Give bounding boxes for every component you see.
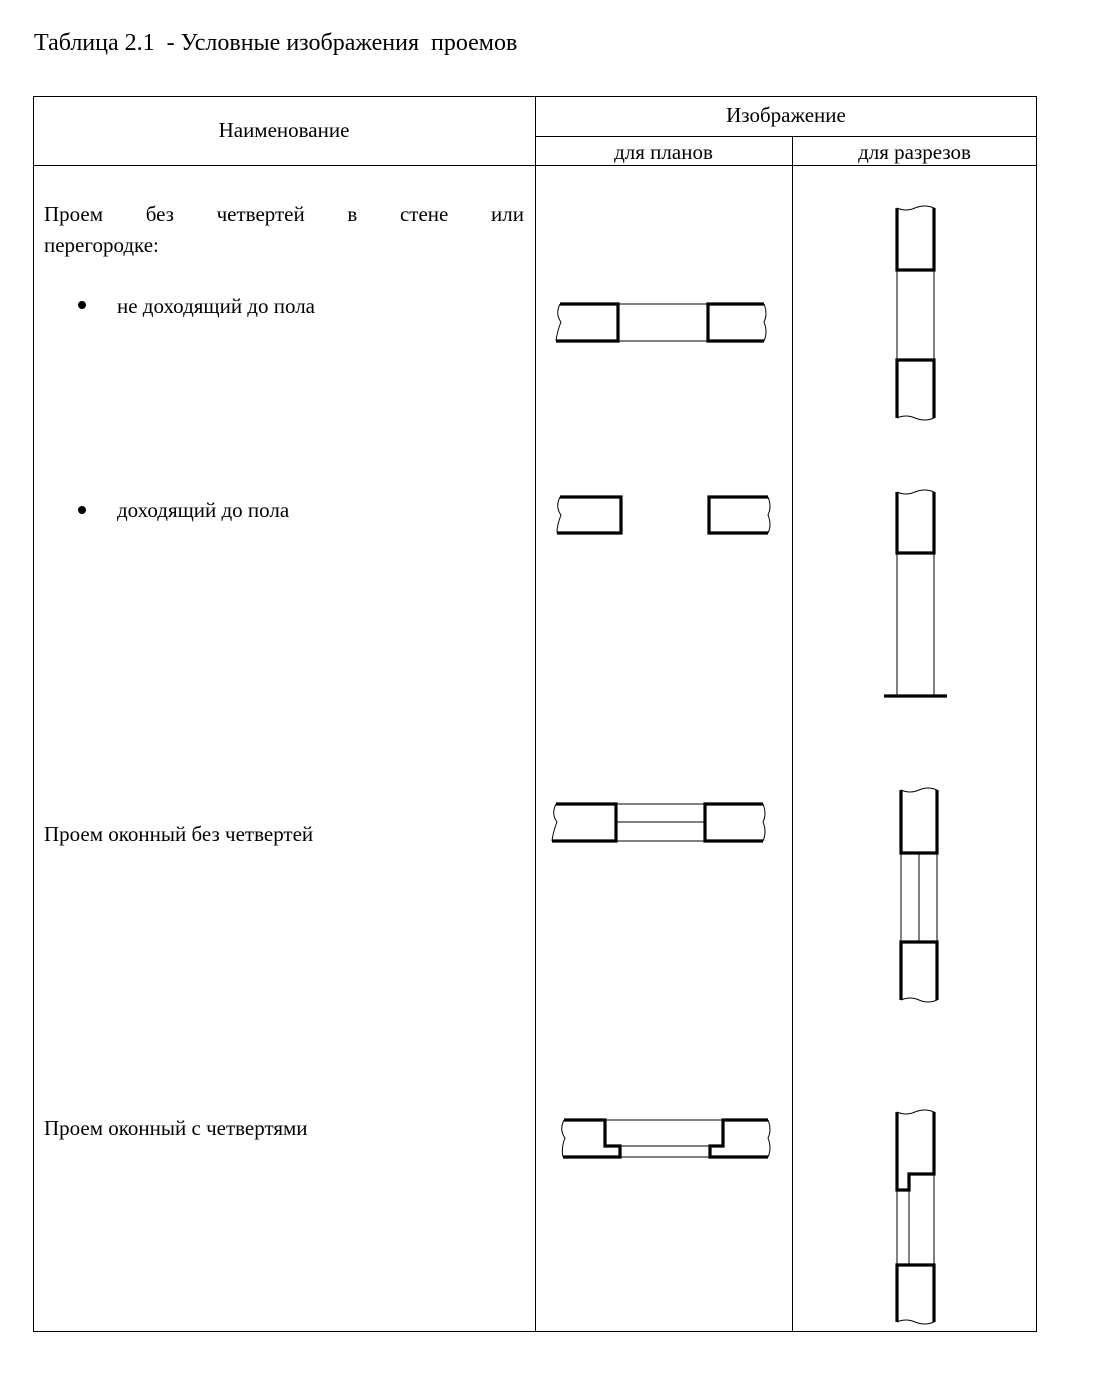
plan-window-no-quarters (552, 804, 765, 841)
row1-word: четвертей (216, 202, 305, 226)
row1-word: стене (399, 202, 449, 226)
section-opening-not-to-floor (897, 206, 934, 420)
header-name: Наименование (218, 118, 350, 142)
row3-title: Проем оконный с четвертями (44, 1116, 308, 1140)
header-for-plans: для планов (614, 140, 713, 164)
table-caption: Таблица 2.1 - Условные изображения проемов (34, 30, 518, 56)
plan-opening-not-to-floor (556, 304, 766, 341)
row1-word: или (490, 202, 524, 226)
bullet-to-floor: доходящий до пола (117, 498, 290, 522)
plan-opening-to-floor (557, 497, 770, 533)
section-window-no-quarters (901, 788, 937, 1002)
plan-window-with-quarters (562, 1120, 770, 1157)
bullet-not-to-floor: не доходящий до пола (117, 294, 316, 318)
row1-word: без (145, 202, 174, 226)
row2-title: Проем оконный без четвертей (44, 822, 314, 846)
section-window-with-quarters (897, 1110, 934, 1324)
section-opening-to-floor (884, 490, 947, 696)
header-image-group: Изображение (726, 103, 846, 127)
row1-word: Проем (44, 202, 104, 226)
header-for-sections: для разрезов (858, 140, 971, 164)
row1-word: в (347, 202, 358, 226)
row1-title-line2: перегородке: (44, 233, 159, 257)
